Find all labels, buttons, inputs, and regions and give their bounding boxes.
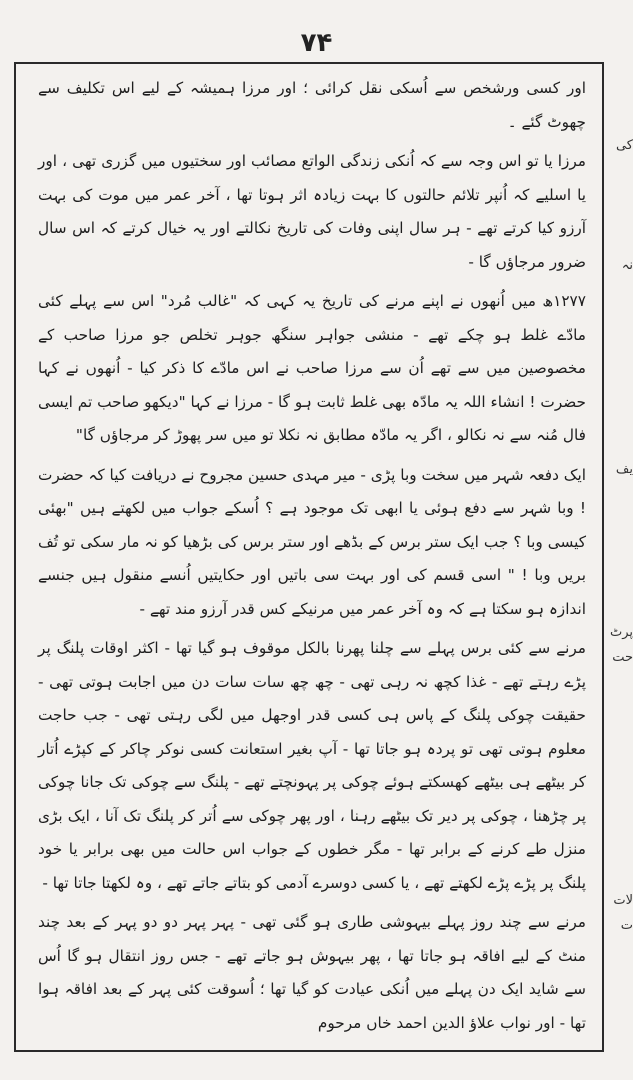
margin-note: پرٹ <box>609 625 633 640</box>
paragraph-2: مرزا یا تو اس وجہ سے کہ اُنکی زندگی الواتع مصائب اور سختیوں میں گزری تھی ، اور یا اسلیے کہ اُنپر تلائم حالتوں کا بہت زیادہ اثر ہوتا تھا ، آخر عمر میں موت کی بہت آرزو کیا کرتے تھے - ہر سال اپنی وفات کی تاریخ نکالتے اور یہ خیال کرتے کہ اس سال ضرور مرجاؤں گا - <box>38 152 586 271</box>
paragraph-4: ایک دفعہ شہر میں سخت وبا پڑی - میر مہدی حسین مجروح نے دریافت کیا کہ حضرت ! وبا شہر سے دفع ہوئی یا ابھی تک موجود ہے ؟ اُسکے جواب میں لکھتے ہیں "بھئی کیسی وبا ؟ جب ایک ستر برس کے بڈھے اور ستر برس کی بڑھیا کو نہ مار سکی تو تُف بریں وبا ! " اسی قسم کی اور بہت سی باتیں اور حکایتیں اُنسے منقول ہیں جنسے اندازہ ہو سکتا ہے کہ وہ آخر عمر میں مرنیکے کس قدر آرزو مند تھے - <box>38 465 586 618</box>
margin-note: حت <box>612 650 633 665</box>
paragraph-3: ۱۲۷۷ھ میں اُنھوں نے اپنے مرنے کی تاریخ یہ کہی کہ "غالب مُرد" اس سے پہلے کئی مادّے غلط ہو چکے تھے - منشی جواہر سنگھ جوہر تخلص جو مرزا صاحب کے مخصوصین میں سے تھے اُن سے مرزا صاحب نے اس مادّے کا ذکر کیا - اُنھوں نے کہا حضرت ! انشاء اللہ یہ مادّہ بھی غلط ثابت ہو گا - مرزا نے کہا "دیکھو صاحب تم ایسی فال مُنہ سے نہ نکالو ، اگر یہ مادّہ مطابق نہ نکلا تو میں سر پھوڑ کر مرجاؤں گا" <box>38 292 586 444</box>
paragraph-1: اور کسی ورشخص سے اُسکی نقل کرائی ؛ اور مرزا ہمیشہ کے لیے اس تکلیف سے چھوٹ گئے ۔ <box>38 79 586 131</box>
margin-note: لات <box>613 893 633 908</box>
page-body <box>38 72 586 1032</box>
paragraph-5: مرنے سے کئی برس پہلے سے چلنا پھرنا بالکل موقوف ہو گیا تھا - اکثر اوقات پلنگ پر پڑے رہتے تھے - غذا کچھ نہ رہی تھی - چھ چھ سات سات دن میں اجابت ہوتی تھی - حقیقت چوکی پلنگ کے پاس ہی کسی قدر اوجھل میں لگی رہتی تھی - جب حاجت معلوم ہوتی تھی تو پردہ ہو جاتا تھا - آپ بغیر استعانت کسی نوکر چاکر کے کپڑے اُتار کر بیٹھے ہی بیٹھے کھسکتے ہوئے چوکی پر پہونچتے تھے - پلنگ سے چوکی تک جانا چوکی پر چڑھنا ، چوکی پر دیر تک بیٹھے رہنا ، اور پھر چوکی سے اُتر کر پلنگ تک آنا ، ایک بڑی منزل طے کرنے کے برابر تھا - مگر خطوں کے جواب اس حالت میں بھی برابر یا خود پلنگ پر پڑے پڑے لکھتے تھے ، یا کسی دوسرے آدمی کو بتاتے جاتے تھے ، وہ لکھتا جاتا تھا - <box>38 639 586 892</box>
margin-note: ت <box>620 918 633 933</box>
margin-note: نہ <box>621 258 633 273</box>
margin-note: کی <box>615 138 633 153</box>
page-number: ۷۴ <box>300 28 333 58</box>
margin-note: یف <box>615 462 633 477</box>
paragraph-6: مرنے سے چند روز پہلے بیہوشی طاری ہو گئی تھی - پہر پہر دو دو پہر کے بعد چند منٹ کے لیے افاقہ ہو جاتا تھا ، پھر بیہوش ہو جاتے تھے - جس روز انتقال ہو گا اُس سے شاید ایک دن پہلے میں اُنکی عیادت کو گیا تھا ؛ اُسوقت کئی پہر کے بعد افاقہ ہوا تھا - اور نواب علاؤ الدین احمد خاں مرحوم <box>38 913 586 1032</box>
